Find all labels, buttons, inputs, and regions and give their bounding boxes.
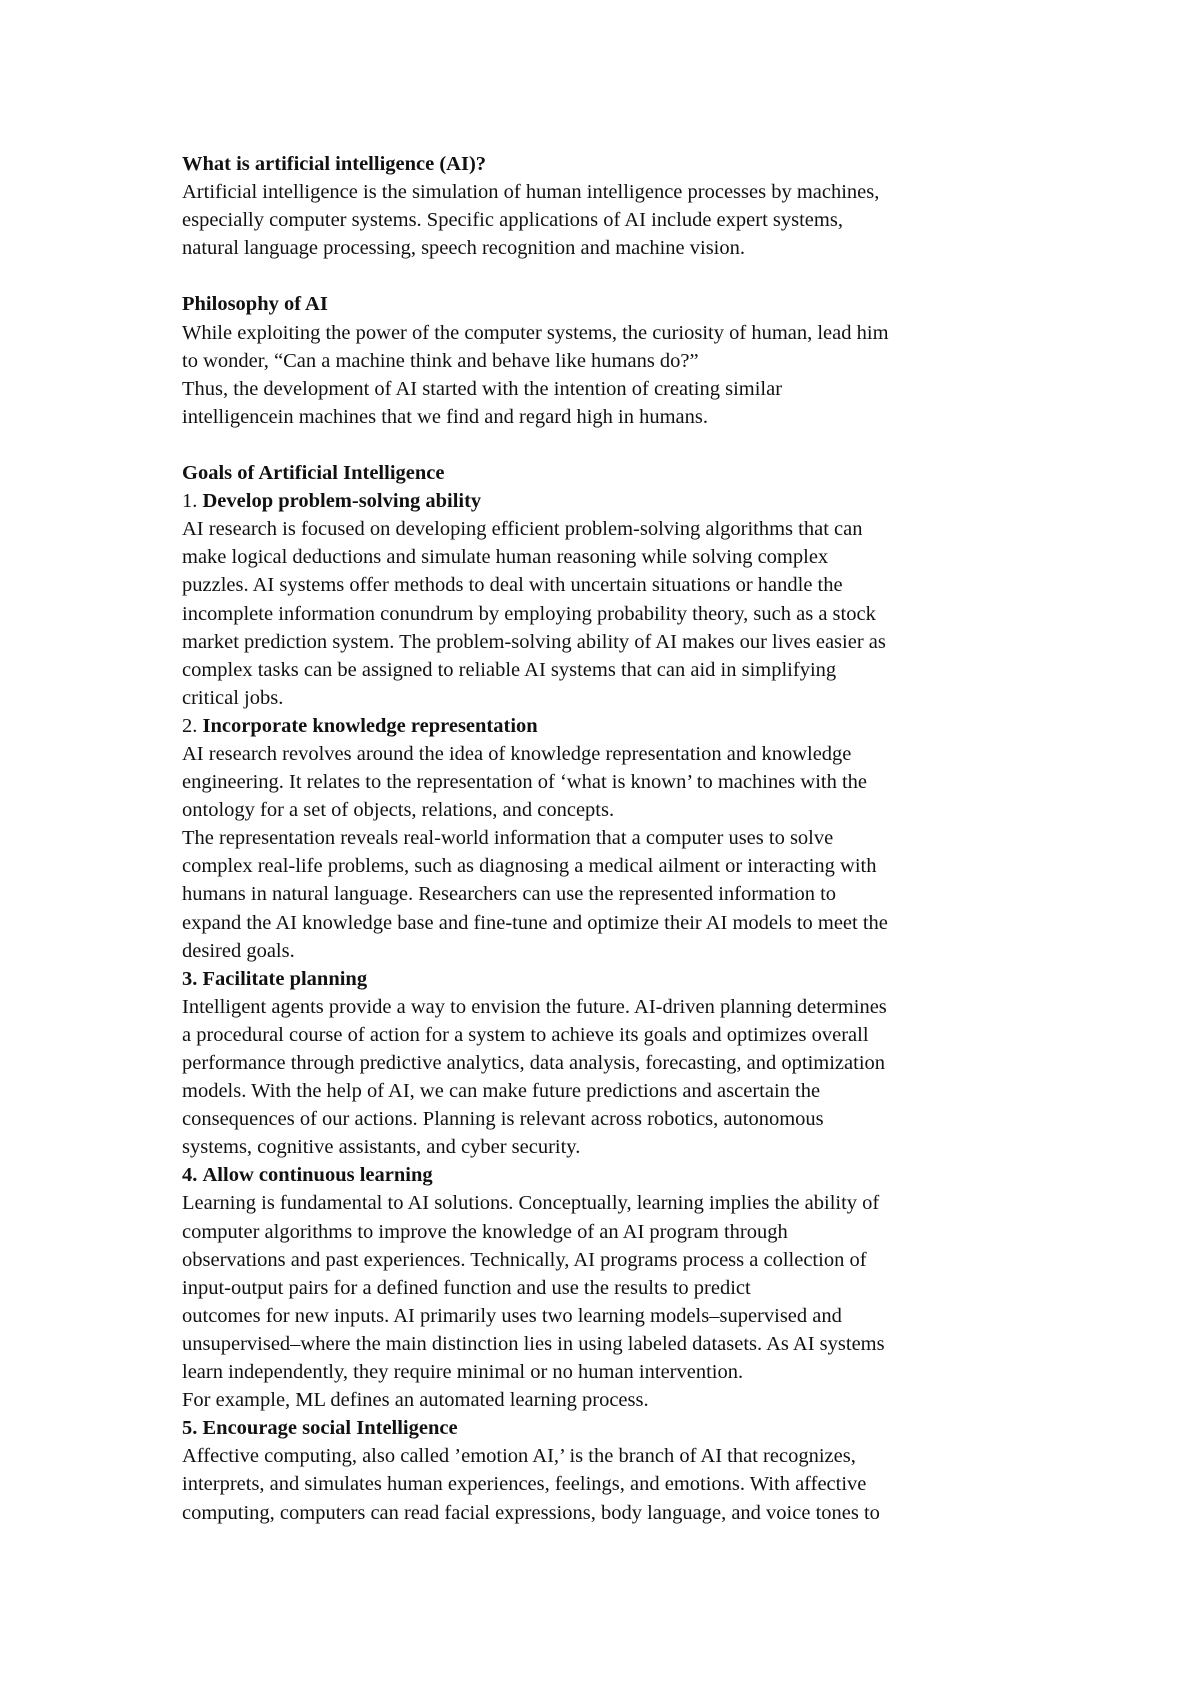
paragraph-line: AI research is focused on developing efficient problem-solving algorithms that can [182,518,863,541]
goal-number: 1. [182,490,198,513]
goal-title: Facilitate planning [202,967,368,990]
paragraph-line: Thus, the development of AI started with the intention of creating similar [182,377,783,400]
goal-title: Incorporate knowledge representation [202,714,538,737]
section-what-is-ai [182,150,1042,262]
goal-number: 3. [182,967,198,990]
section-philosophy [182,290,1042,430]
paragraph-line: desired goals. [182,939,295,962]
paragraph-line: systems, cognitive assistants, and cyber security. [182,1136,581,1159]
paragraph-line: Learning is fundamental to AI solutions. Conceptually, learning implies the ability of [182,1192,880,1215]
paragraph-line: market prediction system. The problem-solving ability of AI makes our lives easier as [182,630,886,653]
goal-title-line [182,487,1042,515]
paragraph-line: unsupervised–where the main distinction lies in using labeled datasets. As AI systems [182,1332,885,1355]
goal-number: 4. [182,1164,198,1187]
goal-title-line [182,965,1042,993]
paragraph-line: The representation reveals real-world information that a computer uses to solve [182,827,834,850]
paragraph-line: make logical deductions and simulate human reasoning while solving complex [182,546,829,569]
goal-title-line [182,1161,1042,1189]
goal-title-line [182,1414,1042,1442]
paragraph-line: models. With the help of AI, we can make future predictions and ascertain the [182,1080,821,1103]
paragraph-line: performance through predictive analytics, data analysis, forecasting, and optimization [182,1052,886,1074]
section-heading: What is artificial intelligence (AI)? [182,153,487,175]
paragraph-line: observations and past experiences. Technically, AI programs process a collection of [182,1248,867,1271]
paragraph-line: outcomes for new inputs. AI primarily uses two learning models–supervised and [182,1304,842,1327]
paragraph-line: ontology for a set of objects, relations, and concepts. [182,799,615,822]
paragraph-line: expand the AI knowledge base and fine-tune and optimize their AI models to meet the [182,911,888,934]
paragraph-line: For example, ML defines an automated learning process. [182,1389,649,1412]
section-goals [182,459,1042,1527]
goal-number: 5. [182,1417,198,1440]
document-body [182,150,1042,1527]
spacer [182,262,1042,290]
paragraph-line: complex real-life problems, such as diagnosing a medical ailment or interacting with [182,855,877,878]
paragraph-line: learn independently, they require minimal or no human intervention. [182,1361,744,1384]
paragraph-line: computer algorithms to improve the knowledge of an AI program through [182,1220,788,1243]
paragraph-line: interprets, and simulates human experiences, feelings, and emotions. With affective [182,1473,867,1496]
goal-title: Allow continuous learning [202,1164,433,1187]
goal-item [182,1414,1042,1526]
paragraph-line: natural language processing, speech recognition and machine vision. [182,237,745,260]
paragraph-line: computing, computers can read facial expressions, body language, and voice tones to [182,1501,880,1524]
spacer [182,431,1042,459]
paragraph-line: While exploiting the power of the computer systems, the curiosity of human, lead him [182,321,889,344]
section-heading: Philosophy of AI [182,293,328,316]
paragraph-line: incomplete information conundrum by employing probability theory, such as a stock [182,602,876,625]
goal-number: 2. [182,714,198,737]
paragraph-line: input-output pairs for a defined function and use the results to predict [182,1276,751,1299]
paragraph-line: AI research revolves around the idea of knowledge representation and knowledge [182,742,852,765]
paragraph-line: critical jobs. [182,686,284,709]
paragraph-line: especially computer systems. Specific applications of AI include expert systems, [182,209,843,232]
paragraph-line: Affective computing, also called ’emotion AI,’ is the branch of AI that recognizes, [182,1445,856,1468]
paragraph-line: Intelligent agents provide a way to envision the future. AI-driven planning determines [182,995,887,1018]
goal-title: Encourage social Intelligence [202,1417,458,1440]
paragraph-line: to wonder, “Can a machine think and behave like humans do?” [182,349,699,372]
paragraph-line: humans in natural language. Researchers can use the represented information to [182,883,837,906]
paragraph-line: puzzles. AI systems offer methods to deal with uncertain situations or handle the [182,574,843,597]
paragraph-line: a procedural course of action for a system to achieve its goals and optimizes overall [182,1023,869,1046]
paragraph-line: consequences of our actions. Planning is relevant across robotics, autonomous [182,1108,824,1131]
goal-item [182,712,1042,965]
paragraph-line: intelligencein machines that we find and regard high in humans. [182,405,709,428]
paragraph-line: Artificial intelligence is the simulation of human intelligence processes by machines, [182,181,880,204]
paragraph-line: complex tasks can be assigned to reliable AI systems that can aid in simplifying [182,658,837,681]
goal-item [182,1161,1042,1414]
paragraph-line: engineering. It relates to the representation of ‘what is known’ to machines with the [182,771,868,794]
goal-title-line [182,712,1042,740]
goal-item [182,487,1042,712]
section-heading: Goals of Artificial Intelligence [182,462,445,485]
goal-item [182,965,1042,1162]
goal-title: Develop problem-solving ability [202,490,482,513]
